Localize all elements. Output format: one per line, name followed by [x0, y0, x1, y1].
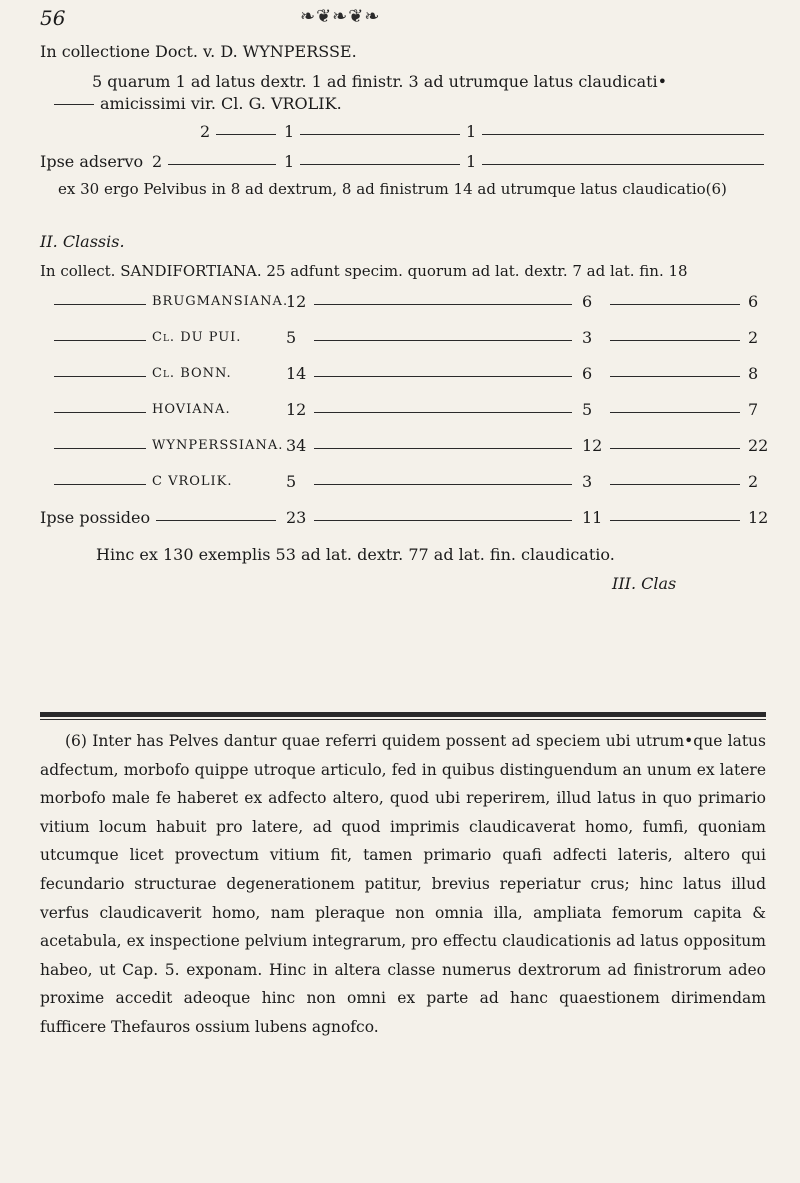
leader-dash	[54, 304, 146, 305]
sin-count: 2	[748, 328, 759, 347]
header-ornament: ❧❦❧❦❧	[300, 6, 381, 27]
dextr-count: 5	[582, 400, 593, 419]
leader-dash	[156, 520, 276, 521]
count-value: 2	[200, 122, 211, 141]
summary-line: ex 30 ergo Pelvibus in 8 ad dextrum, 8 ad finistrum 14 ad utrumque latus claudicatio(6)	[58, 180, 727, 198]
leader-dash	[54, 340, 146, 341]
leader-dash	[216, 134, 276, 135]
footnote-text: (6) Inter has Pelves dantur quae referri quidem possent ad speciem ubi utrum•que latus adfectum, morbofo quippe utroque articulo, fed in quibus distinguendum an unum ex latere morbofo male fe haberet ex adfecto altero, quod ubi reperirem, illud latus in quo primario vitium locum habuit pro latere, ad quod imprimis claudicaverat homo, fumfi, quoniam utcumque licet provectum vitium fit, tamen primario quafi adfecti lateris, altero qui fecundario structurae degenerationem patitur, brevius reperiatur crus; hinc latus illud verfus claudicaverit homo, nam pleraque non omnia illa, ampliata femorum capita & acetabula, ex inspectione pelvium integrarum, pro effectu claudicationis ad latus oppositum habeo, ut Cap. 5. exponam. Hinc in altera classe numerus dextrorum ad finistrorum adeo proxime accedit adeoque hinc non omni ex parte ad hanc quaestionem dirimendam fufficere Thefauros ossium lubens agnofco.	[40, 732, 766, 1036]
collection-line: In collectione Doct. v. D. WYNPERSSE.	[40, 42, 357, 61]
leader-dash	[610, 520, 740, 521]
dextr-count: 6	[582, 292, 593, 311]
leader-dash	[314, 448, 572, 449]
leader-dash	[610, 448, 740, 449]
dextr-count: 11	[582, 508, 603, 527]
leader-dash	[54, 376, 146, 377]
collection-name: BRUGMANSIANA.	[152, 294, 289, 309]
leader-dash	[168, 164, 276, 165]
leader-dash	[314, 376, 572, 377]
total-count: 14	[286, 364, 307, 383]
total-count: 5	[286, 328, 297, 347]
leader-dash	[610, 484, 740, 485]
dextr-count: 12	[582, 436, 603, 455]
leader-dash	[482, 134, 764, 135]
dextr-count: 3	[582, 328, 593, 347]
count-value: 2	[152, 152, 163, 171]
leader-dash	[610, 304, 740, 305]
leader-dash	[54, 448, 146, 449]
leader-dash	[610, 340, 740, 341]
collection-name: HOVIANA.	[152, 402, 231, 417]
dextr-count: 3	[582, 472, 593, 491]
count-value: 1	[284, 122, 295, 141]
sin-count: 7	[748, 400, 759, 419]
leader-dash	[314, 412, 572, 413]
leader-dash	[610, 412, 740, 413]
collection-name: WYNPERSSIANA.	[152, 438, 284, 453]
vrolik-line: amicissimi vir. Cl. G. VROLIK.	[100, 94, 342, 113]
sin-count: 12	[748, 508, 769, 527]
collection-name: C VROLIK.	[152, 474, 233, 489]
sin-count: 2	[748, 472, 759, 491]
leader-dash	[314, 304, 572, 305]
leader-dash	[54, 412, 146, 413]
total-count: 23	[286, 508, 307, 527]
sin-count: 22	[748, 436, 769, 455]
next-class-heading: III. Clas	[612, 574, 677, 593]
total-count: 5	[286, 472, 297, 491]
footnote-rule	[40, 712, 766, 717]
sandifort-line: In collect. SANDIFORTIANA. 25 adfunt specim. quorum ad lat. dextr. 7 ad lat. fin. 18	[40, 262, 688, 280]
leader-dash	[54, 104, 94, 105]
hinc-line: Hinc ex 130 exemplis 53 ad lat. dextr. 77 ad lat. fin. claudicatio.	[96, 545, 615, 564]
section-heading: II. Classis.	[40, 232, 125, 251]
leader-dash	[54, 484, 146, 485]
total-count: 34	[286, 436, 307, 455]
ipse-adservo-label: Ipse adservo	[40, 152, 144, 171]
quarum-line: 5 quarum 1 ad latus dextr. 1 ad finistr. 3 ad utrumque latus claudicati•	[92, 72, 668, 91]
leader-dash	[482, 164, 764, 165]
leader-dash	[314, 340, 572, 341]
leader-dash	[610, 376, 740, 377]
leader-dash	[300, 164, 460, 165]
sin-count: 6	[748, 292, 759, 311]
collection-name: Cl. BONN.	[152, 366, 232, 381]
leader-dash	[314, 520, 572, 521]
leader-dash	[314, 484, 572, 485]
leader-dash	[300, 134, 460, 135]
sin-count: 8	[748, 364, 759, 383]
count-value: 1	[284, 152, 295, 171]
total-count: 12	[286, 292, 307, 311]
count-value: 1	[466, 122, 477, 141]
footnote-rule-thin	[40, 719, 766, 720]
dextr-count: 6	[582, 364, 593, 383]
count-value: 1	[466, 152, 477, 171]
ipse-possideo-label: Ipse possideo	[40, 508, 151, 527]
page-number: 56	[40, 6, 66, 30]
collection-name: Cl. DU PUI.	[152, 330, 242, 345]
total-count: 12	[286, 400, 307, 419]
